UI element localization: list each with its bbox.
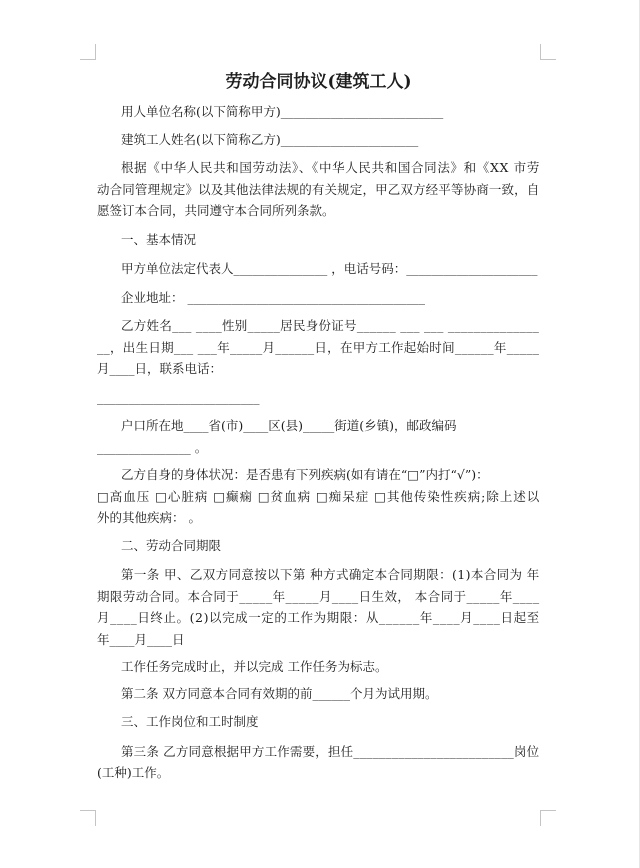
party-b-info-line: 月____日，联系电话： — [97, 361, 223, 376]
section-heading-position-hours: 三、工作岗位和工时制度 — [121, 714, 259, 729]
corner-mark-bottom-right — [540, 810, 556, 826]
article-2-line: 第二条 双方同意本合同有效期的前______个月为试用期。 — [121, 686, 438, 701]
phone-blank-line: __________________________ — [97, 390, 260, 405]
preamble-line: 根据《中华人民共和国劳动法》、《中华人民共和国合同法》和《XX 市劳 — [121, 160, 540, 175]
section-heading-contract-term: 二、劳动合同期限 — [121, 538, 222, 553]
worker-name-line: 建筑工人姓名(以下简称乙方)______________________ — [121, 132, 419, 147]
document-title: 劳动合同协议(建筑工人) — [225, 72, 412, 92]
health-status-line: □高血压 □心脏病 □癫痫 □贫血病 □痴呆症 □其他传染性疾病;除上述以 — [97, 489, 540, 504]
health-status-line: 外的其他疾病： 。 — [97, 510, 201, 525]
party-b-info-line: __，出生日期___ ___年_____月______日，在甲方工作起始时间______年_____ — [97, 340, 540, 355]
corner-mark-top-right — [540, 44, 556, 60]
article-1-line: 年____月____日 — [97, 632, 185, 647]
article-3-line: (工种)工作。 — [97, 765, 170, 780]
article-1-line: 第一条 甲、乙双方同意按以下第 种方式确定本合同期限：(1)本合同为 年 — [121, 567, 540, 582]
corner-mark-bottom-left — [80, 810, 96, 826]
preamble-line: 动合同管理规定》以及其他法律法规的有关规定，甲乙双方经平等协商一致，自 — [97, 182, 540, 197]
household-line: _______________ 。 — [97, 440, 208, 455]
task-completion-line: 工作任务完成时止，并以完成 工作任务为标志。 — [121, 659, 388, 674]
company-address-line: 企业地址： ______________________________________ — [121, 290, 425, 305]
corner-mark-top-left — [80, 44, 96, 60]
section-heading-basic-info: 一、基本情况 — [121, 232, 197, 247]
employer-name-line: 用人单位名称(以下简称甲方)__________________________ — [121, 104, 444, 119]
article-1-line: 月____日终止。(2)以完成一定的工作为期限：从______年____月____日起至 — [97, 610, 540, 625]
party-b-info-line: 乙方姓名___ ____性别_____居民身份证号______ ___ ___ ______________ — [121, 318, 540, 333]
health-status-line: 乙方自身的身体状况：是否患有下列疾病(如有请在“□”内打“√”)： — [121, 467, 489, 482]
legal-representative-line: 甲方单位法定代表人_______________ ，电话号码：_____________________ — [121, 261, 538, 276]
preamble-line: 愿签订本合同，共同遵守本合同所列条款。 — [97, 203, 335, 218]
article-1-line: 期限劳动合同。本合同于_____年_____月____日生效， 本合同于_____年____ — [97, 589, 540, 604]
article-3-line: 第三条 乙方同意根据甲方工作需要，担任_________________________岗位 — [121, 744, 540, 759]
household-line: 户口所在地____省(市)____区(县)_____街道(乡镇)，邮政编码 — [121, 418, 457, 433]
